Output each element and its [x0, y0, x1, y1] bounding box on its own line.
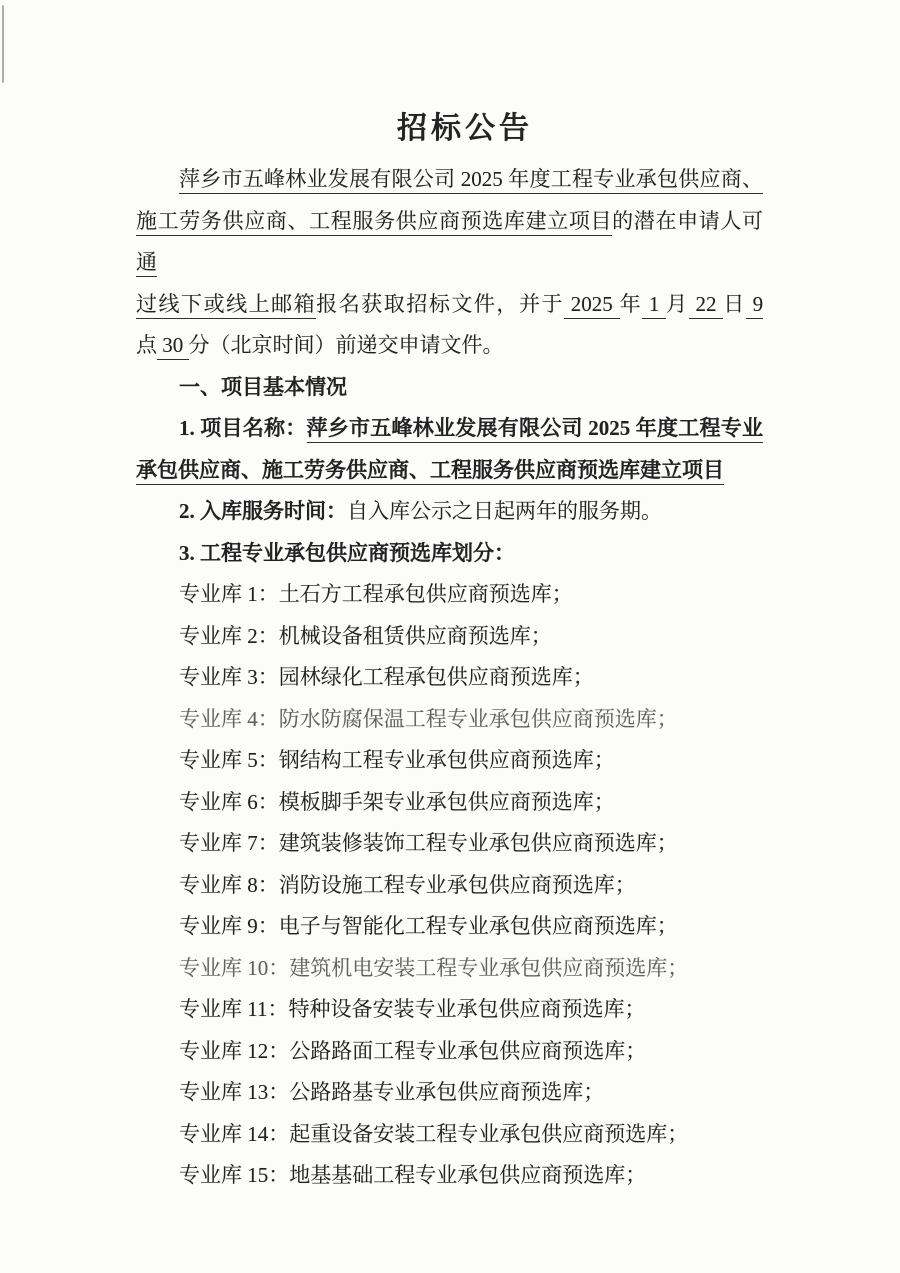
item-project-name-line-2 [136, 450, 763, 492]
text-segment: 通 [136, 250, 157, 277]
scan-edge-artifact [2, 5, 4, 83]
text-segment: 日 [723, 291, 746, 316]
intro-paragraph-line-1 [136, 159, 763, 201]
text-segment: 22 [689, 292, 724, 319]
item-project-name-line-1 [136, 408, 763, 450]
text-segment: 专业库 7：建筑装修装饰工程专业承包供应商预选库； [179, 831, 678, 855]
library-10-line-1 [136, 948, 763, 990]
text-segment: 过线下或线上邮箱 [136, 292, 316, 319]
text-segment: 30 [157, 333, 189, 360]
text-segment: 3. 工程专业承包供应商预选库划分： [179, 540, 515, 565]
text-segment: 1 [642, 292, 666, 319]
library-13-line-1 [136, 1072, 763, 1114]
document-title: 招标公告 [397, 112, 533, 145]
text-segment: 2. 入库服务时间： [179, 499, 347, 523]
text-segment: 专业库 5：钢结构工程专业承包供应商预选库； [179, 748, 615, 772]
text-segment: 1. 项目名称： [179, 416, 307, 440]
library-8-line-1 [136, 865, 763, 907]
library-9-line-1 [136, 906, 763, 948]
section-heading-basic-info-line-1 [136, 367, 763, 409]
intro-paragraph-line-3 [136, 284, 763, 326]
text-segment: 9 [746, 292, 763, 319]
text-segment: 专业库 3：园林绿化工程承包供应商预选库； [179, 665, 594, 689]
text-segment: 2025 [564, 292, 620, 319]
library-12-line-1 [136, 1031, 763, 1073]
text-segment: 分（北京时间）前递交申请文件。 [188, 333, 504, 357]
item-service-period-line-1 [136, 491, 763, 533]
item-library-division-line-1 [136, 533, 763, 575]
text-segment: 专业库 8：消防设施工程专业承包供应商预选库； [179, 872, 636, 897]
library-2-line-1 [136, 616, 763, 658]
text-segment: 施工劳务供应商、工程服务供应商预选库建立项目 [136, 209, 612, 236]
library-3-line-1 [136, 657, 763, 699]
library-15-line-1 [136, 1155, 763, 1197]
library-4-line-1 [136, 699, 763, 741]
text-segment: 专业库 1：土石方工程承包供应商预选库； [179, 582, 573, 606]
library-7-line-1 [136, 823, 763, 865]
text-segment: 萍乡市五峰林业发展有限公司 2025 年度工程专业 [307, 416, 764, 443]
text-segment: 专业库 6：模板脚手架专业承包供应商预选库； [179, 789, 615, 814]
library-5-line-1 [136, 740, 763, 782]
text-segment: 的潜在申请人可 [612, 208, 764, 233]
library-6-line-1 [136, 782, 763, 824]
text-segment: 点 [136, 333, 157, 357]
text-segment: 月 [666, 291, 689, 316]
library-14-line-1 [136, 1114, 763, 1156]
text-segment: 专业库 9：电子与智能化工程专业承包供应商预选库； [179, 914, 678, 938]
text-segment: 萍乡市五峰林业发展有限公司 2025 年度工程专业承包供应商、 [179, 167, 763, 194]
intro-paragraph-line-2 [136, 201, 763, 284]
intro-paragraph-line-4 [136, 325, 763, 367]
text-segment: 专业库 4：防水防腐保温工程专业承包供应商预选库； [179, 706, 678, 731]
text-segment: 年 [619, 291, 643, 316]
text-segment: 报名获取招标文件，并于 [316, 291, 565, 316]
document-content [136, 159, 763, 1197]
text-segment: 专业库 12：公路路面工程专业承包供应商预选库； [179, 1038, 647, 1063]
text-segment: 一、项目基本情况 [179, 374, 347, 399]
text-segment: 自入库公示之日起两年的服务期。 [347, 499, 662, 523]
library-1-line-1 [136, 574, 763, 616]
text-segment: 承包供应商、施工劳务供应商、工程服务供应商预选库建立项目 [136, 458, 724, 485]
text-segment: 专业库 14：起重设备安装工程专业承包供应商预选库； [179, 1121, 689, 1146]
text-segment: 专业库 2：机械设备租赁供应商预选库； [179, 623, 552, 648]
text-segment: 专业库 15：地基基础工程专业承包供应商预选库； [179, 1163, 647, 1187]
text-segment: 专业库 10：建筑机电安装工程专业承包供应商预选库； [179, 955, 689, 980]
library-11-line-1 [136, 989, 763, 1031]
text-segment: 专业库 13：公路路基专业承包供应商预选库； [179, 1080, 605, 1104]
text-segment: 专业库 11：特种设备安装专业承包供应商预选库； [179, 997, 646, 1021]
